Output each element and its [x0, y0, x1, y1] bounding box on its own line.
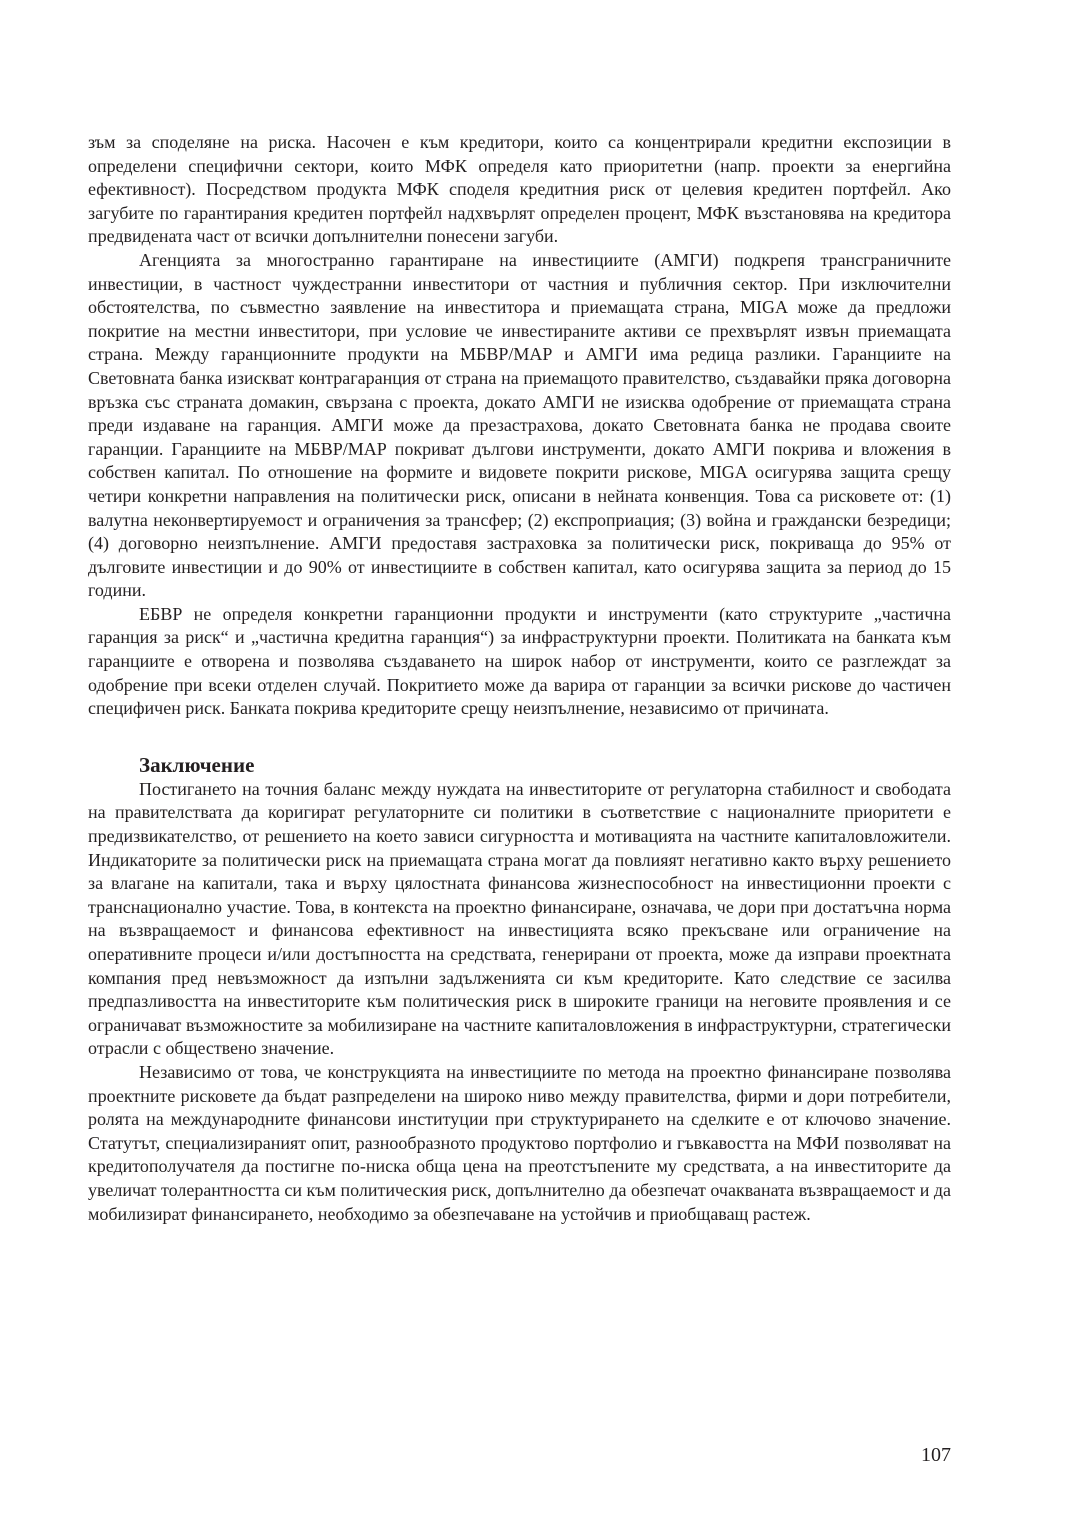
paragraph-ebrd: ЕБВР не определя конкретни гаранционни продукти и инструменти (като структурите „частична гаранция за риск“ и „частична кредитна гаранция“) за инфраструктурни проекти. Политиката на банката към гаранциите е отворена и позволява създаването на широк набор от инструменти, които се разглеждат за одобрение при всеки отделен случай. Покритието може да варира от гаранции за всички рискове до частичен специфичен риск. Банката покрива кредиторите срещу неизпълнение, независимо от причината. — [88, 603, 951, 719]
page-body — [88, 131, 951, 1226]
paragraph-conclusion-2: Независимо от това, че конструкцията на инвестициите по метода на проектно финансиране позволява проектните рисковете да бъдат разпределени на широко ниво между правителства, фирми и дори потребители, ролята на международните финансови институции при структурирането на сделките е от ключово значение. Статутът, специализираният опит, разнообразното продуктово портфолио и гъвкавостта на МФИ позволяват на кредитополучателя да постигне по-ниска обща цена на преотстъпените му средствата, а на инвеститорите да увеличат толерантността си към политическия риск, допълнително да обезпечат очакваната възвращаемост и да мобилизират финансирането, необходимо за обезпечаване на устойчив и приобщаващ растеж. — [88, 1061, 951, 1224]
page-number: 107 — [921, 1444, 951, 1466]
section-heading-conclusion: Заключение — [139, 752, 255, 777]
paragraph-continued: зъм за споделяне на риска. Насочен е към кредитори, които са концентрирали кредитни експозиции в определени специфични сектори, които МФК определя като приоритетни (напр. проекти за енергийна ефективност). Посредством продукта МФК споделя кредитния риск от целевия кредитен портфейл. Ако загубите по гарантирания кредитен портфейл надхвърлят определен процент, МФК възстановява на кредитора предвидената част от всички допълнителни понесени загуби. — [88, 132, 951, 247]
paragraph-conclusion-1: Постигането на точния баланс между нуждата на инвеститорите от регулаторна стабилност и свободата на правителствата да коригират регулаторните си политики в съответствие с националните приоритети е предизвикателство, от решението на което зависи сигурността и мотивацията на частните капиталовложители. Индикаторите за политически риск на приемащата страна могат да повлияят негативно както върху решението за влагане на капитали, така и върху цялостната финансова жизнеспособност на инвестиционни проекти с транснационално участие. Това, в контекста на проектно финансиране, означава, че дори при достатъчна норма на възвращаемост и финансова ефективност на инвестицията всяко прекъсване или ограничение на оперативните процеси и/или достъпността на средствата, генерирани от проекта, може да изправи проектната компания пред невъзможност да изпълни задълженията си към кредиторите. Като следствие се засилва предпазливостта на инвеститорите към политическия риск в широките граници на неговите проявления и се ограничават възможностите за мобилизиране на частните капиталовложения в инфраструктурни, стратегически отрасли с обществено значение. — [88, 778, 951, 1059]
paragraph-miga: Агенцията за многостранно гарантиране на инвестициите (АМГИ) подкрепя трансграничните инвестиции, в частност чуждестранни инвеститори от частния и публичния сектор. При изключителни обстоятелства, по съвместно заявление на инвеститора и приемащата страна, MIGA може да предложи покритие на местни инвеститори, при условие че инвестираните активи се прехвърлят извън приемащата страна. Между гаранционните продукти на МБВР/МАР и АМГИ има редица разлики. Гаранциите на Световната банка изискват контрагаранция от страна на приемащото правителство, създавайки пряка договорна връзка със страната домакин, свързана с проекта, докато АМГИ не изисква одобрение от приемащата страна преди издаване на гаранция. АМГИ може да презастрахова, докато Световната банка не продава своите гаранции. Гаранциите на МБВР/МАР покриват дългови инструменти, докато АМГИ покрива и вложения в собствен капитал. По отношение на формите и видовете покрити рискове, MIGA осигурява защита срещу четири конкретни направления на политически риск, описани в нейната конвенция. Това са рисковете от: (1) валутна неконвертируемост и ограничения за трансфер; (2) експроприация; (3) война и граждански безредици; (4) договорно неизпълнение. АМГИ предоставя застраховка за политически риск, покриваща до 95% от дълговите инвестиции и до 90% от инвестициите в собствен капитал, като осигурява защита за период до 15 години. — [88, 249, 951, 601]
